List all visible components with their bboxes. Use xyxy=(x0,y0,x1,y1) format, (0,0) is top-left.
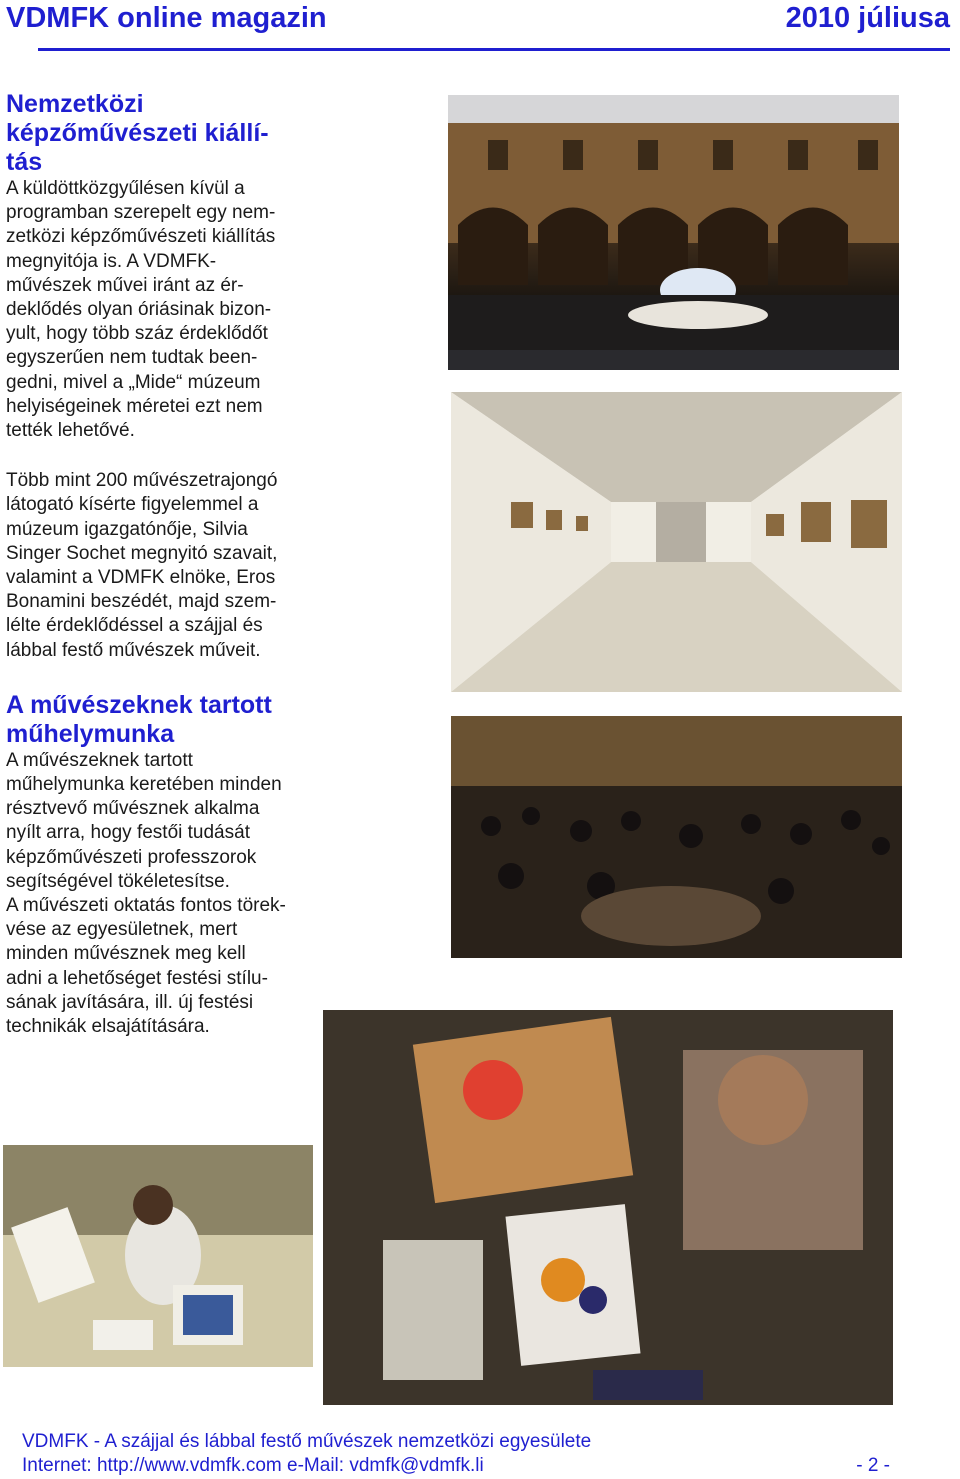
photo-gallery-corridor xyxy=(451,392,902,692)
footer-contact: Internet: http://www.vdmfk.com e-Mail: vdmfk@vdmfk.li xyxy=(22,1455,484,1476)
magazine-title: VDMFK online magazin xyxy=(6,2,327,34)
page-number: - 2 - xyxy=(856,1455,890,1476)
photo-visitor-crowd xyxy=(451,716,902,958)
paragraph-exhibition-intro: A küldöttközgyűlésen kívül a programban szerepelt egy nem- zetközi képzőművészeti kiállítás megnyitója is. A VDMFK- művészek művei iránt az ér- deklődés olyan óriásinak bizon- yult, hogy több száz érdeklődőt egyszerűen nem tudtak been- gedni, mivel a „Mide“ múzeum helyiségeinek méretei ezt nem tették lehetővé. xyxy=(6,178,276,442)
mouth-painter-illustration xyxy=(323,1010,893,1405)
courtyard-illustration xyxy=(448,95,899,370)
photo-mouth-painter xyxy=(323,1010,893,1405)
issue-date: 2010 júliusa xyxy=(785,2,950,34)
gallery-illustration xyxy=(451,392,902,692)
photo-museum-courtyard xyxy=(448,95,899,370)
foot-painter-illustration xyxy=(3,1145,313,1367)
article-column xyxy=(6,90,336,1039)
header-divider xyxy=(38,48,950,51)
paragraph-workshop: A művészeknek tartott műhelymunka keretében minden résztvevő művésznek alkalma nyílt arra, hogy festői tudását képzőművészeti professzorok segítségével tökéletesítse. A művészeti oktatás fontos törek- vése az egyesületnek, mert minden művésznek meg kell adni a lehetőséget festési stílu- sának javítására, ill. új festési technikák elsajátítására. xyxy=(6,749,286,1038)
footer-association: VDMFK - A szájjal és lábbal festő művészek nemzetközi egyesülete xyxy=(22,1431,592,1452)
crowd-illustration xyxy=(451,716,902,958)
paragraph-exhibition-opening: Több mint 200 művészetrajongó látogató kísérte figyelemmel a múzeum igazgatónője, Silvia Singer Sochet megnyitó szavait, valamint a VDMFK elnöke, Eros Bonamini beszédét, majd szem- lélte érdeklődéssel a szájjal és lábbal festő művészek műveit. xyxy=(6,470,278,661)
section-title-exhibition: Nemzetközi képzőművészeti kiállí- tás xyxy=(6,90,269,176)
section-title-workshop: A művészeknek tartott műhelymunka xyxy=(6,690,272,748)
photo-foot-painter xyxy=(3,1145,313,1367)
